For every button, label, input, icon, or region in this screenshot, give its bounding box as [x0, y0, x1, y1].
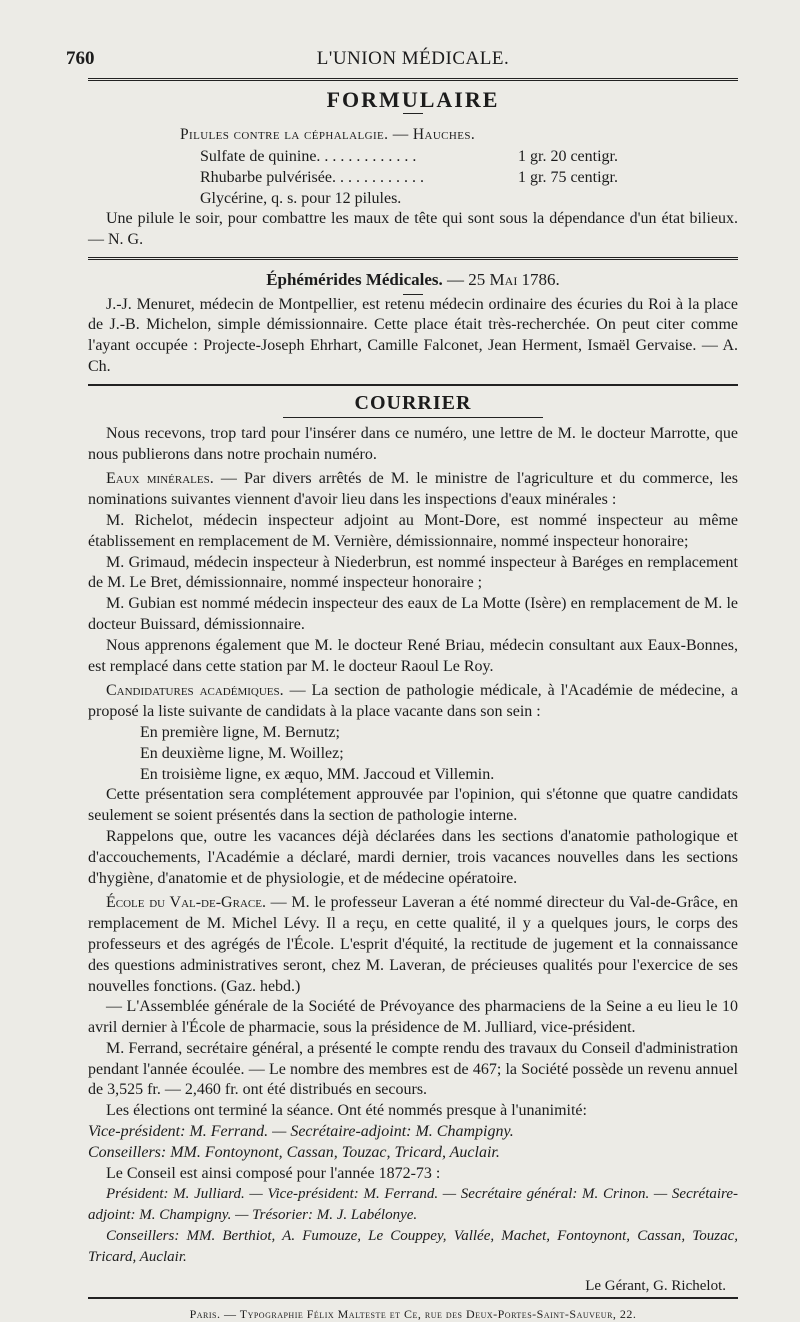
courrier-paragraph: M. Ferrand, secrétaire général, a présenté le compte rendu des travaux du Conseil d'administration pendant l'année écoulée. — Le nombre des membres est de 467; la Société possède un revenu annuel de 3,525 fr. — 2,460 fr. ont été distribués en secours.	[88, 1039, 738, 1099]
ecole-text: — M. le professeur Laveran a été nommé directeur du Val-de-Grâce, en remplacement de M. Michel Lévy. Il a reçu, en cette qualité, il y a quelques jours, le corps des professeurs et des agrégés de l'École. L'esprit d'équité, la rectitude de jugement et la connaissance des questions administratives seront, chez M. Laveran, de précieuses qualités pour l'exercice de ses nouvelles fonctions. (Gaz. hebd.)	[88, 894, 739, 995]
formulaire-title: FORMULAIRE	[326, 87, 500, 112]
ecole-paragraph	[88, 893, 738, 997]
candidate-line: En troisième ligne, ex æquo, MM. Jaccoud et Villemin.	[140, 765, 495, 783]
ingredient-quantity: 1 gr. 75 centigr.	[518, 169, 618, 186]
courrier-paragraph: M. Grimaud, médecin inspecteur à Niederbrun, est nommé inspecteur à Baréges en remplacement de M. Le Bret, démissionnaire, nommé inspecteur honoraire ;	[88, 553, 738, 592]
courrier-paragraph: Vice-président: M. Ferrand. — Secrétaire-adjoint: M. Champigny.	[88, 1123, 514, 1141]
footer-rule	[88, 1297, 738, 1299]
ecole-label: École du Val-de-Grace.	[106, 894, 266, 912]
eaux-minerales-label: Eaux minérales.	[106, 470, 214, 488]
section-rule	[88, 257, 738, 260]
ingredient-name: Rhubarbe pulvérisée. . . . . . . . . . . .	[200, 169, 424, 186]
candidatures-text: — La section de pathologie médicale, à l'Académie de médecine, a proposé la liste suivante de candidats à la place vacante dans son sein :	[88, 682, 739, 721]
ingredient-name: Sulfate de quinine. . . . . . . . . . . . .	[200, 148, 417, 165]
printer-imprint: Paris. — Typographie Félix Malteste et Ce, rue des Deux-Portes-Saint-Sauveur, 22.	[189, 1306, 637, 1321]
ephemerides-date: — 25 Mai 1786.	[447, 269, 560, 289]
courrier-paragraph: Les élections ont terminé la séance. Ont été nommés presque à l'unanimité:	[106, 1102, 587, 1120]
signature: Le Gérant, G. Richelot.	[585, 1277, 726, 1294]
courrier-paragraph: Président: M. Julliard. — Vice-président: M. Ferrand. — Secrétaire général: M. Crinon. — Secrétaire-adjoint: M. Champigny. — Trésorier: M. J. Labélonye.	[88, 1186, 738, 1224]
courrier-paragraph: Le Conseil est ainsi composé pour l'année 1872-73 :	[106, 1164, 441, 1182]
formulaire-text: Une pilule le soir, pour combattre les maux de tête qui sont sous la dépendance d'un état bilieux. — N. G.	[88, 210, 738, 248]
ingredient-row	[200, 146, 650, 167]
ephemerides-title: Éphémérides Médicales.	[266, 269, 443, 289]
page-number: 760	[66, 48, 95, 69]
courrier-paragraph: Nous apprenons également que M. le docteur René Briau, médecin consultant aux Eaux-Bonnes, est remplacé dans cette station par M. le docteur Raoul Le Roy.	[88, 636, 738, 675]
ingredient-row	[200, 188, 650, 209]
candidatures-label: Candidatures académiques.	[106, 682, 284, 700]
running-head	[66, 0, 738, 69]
ingredient-list	[200, 146, 738, 209]
courrier-paragraph: Conseillers: MM. Berthiot, A. Fumouze, Le Couppey, Vallée, Machet, Fontoynont, Cassan, Touzac, Tricard, Auclair.	[88, 1228, 738, 1265]
courrier-paragraph: M. Richelot, médecin inspecteur adjoint au Mont-Dore, est nommé inspecteur au même établissement en remplacement de M. Vernière, démissionnaire, nommé inspecteur honoraire;	[88, 511, 738, 550]
ingredient-name: Glycérine, q. s. pour 12 pilules.	[200, 190, 402, 207]
candidate-line: En deuxième ligne, M. Woillez;	[140, 744, 344, 762]
courrier-paragraph: — L'Assemblée générale de la Société de Prévoyance des pharmaciens de la Seine a eu lieu le 10 avril dernier à l'École de pharmacie, sous la présidence de M. Julliard, vice-président.	[88, 998, 738, 1037]
eaux-minerales-paragraph	[88, 469, 738, 511]
candidatures-paragraph	[88, 681, 738, 723]
courrier-paragraph: Conseillers: MM. Fontoynont, Cassan, Touzac, Tricard, Auclair.	[88, 1143, 500, 1161]
journal-title: L'UNION MÉDICALE.	[316, 48, 510, 69]
header-rule	[88, 78, 738, 81]
ingredient-row	[200, 167, 650, 188]
candidate-line: En première ligne, M. Bernutz;	[140, 723, 340, 741]
courrier-paragraph: Rappelons que, outre les vacances déjà déclarées dans les sections d'anatomie pathologique et d'accouchements, l'Académie a déclaré, mardi dernier, trois vacances nouvelles dans les sections d'hygiène, d'anatomie et de physiologie, et de médecine opératoire.	[88, 827, 738, 887]
ingredient-quantity: 1 gr. 20 centigr.	[518, 148, 618, 165]
eaux-minerales-text: — Par divers arrêtés de M. le ministre de l'agriculture et du commerce, les nominations suivantes viennent d'avoir lieu dans les inspections d'eaux minérales :	[88, 470, 739, 509]
courrier-paragraph: Nous recevons, trop tard pour l'insérer dans ce numéro, une lettre de M. le docteur Marrotte, que nous publierons dans notre prochain numéro.	[88, 424, 738, 463]
ephemerides-text: J.-J. Menuret, médecin de Montpellier, est retenu médecin ordinaire des écuries du Roi à la place de J.-B. Michelon, simple démissionnaire. Cette place était très-recherchée. On peut citer comme l'ayant occupée : Projecte-Joseph Ehrhart, Camille Falconet, Jean Herment, Ismaël Gervaise. — A. Ch.	[88, 295, 738, 375]
courrier-paragraph: M. Gubian est nommé médecin inspecteur des eaux de La Motte (Isère) en remplacement de M. le docteur Buissard, démissionnaire.	[88, 595, 738, 633]
title-dash	[403, 113, 423, 114]
courrier-paragraph: Cette présentation sera complétement approuvée par l'opinion, qui s'étonne que quatre candidats seulement se soient présentés dans la section de pathologie interne.	[88, 786, 738, 825]
recipe-title: Pilules contre la céphalalgie. — Hauches.	[180, 126, 476, 143]
ephemerides-heading	[88, 270, 738, 290]
courrier-title: COURRIER	[354, 391, 472, 414]
section-rule	[88, 384, 738, 386]
